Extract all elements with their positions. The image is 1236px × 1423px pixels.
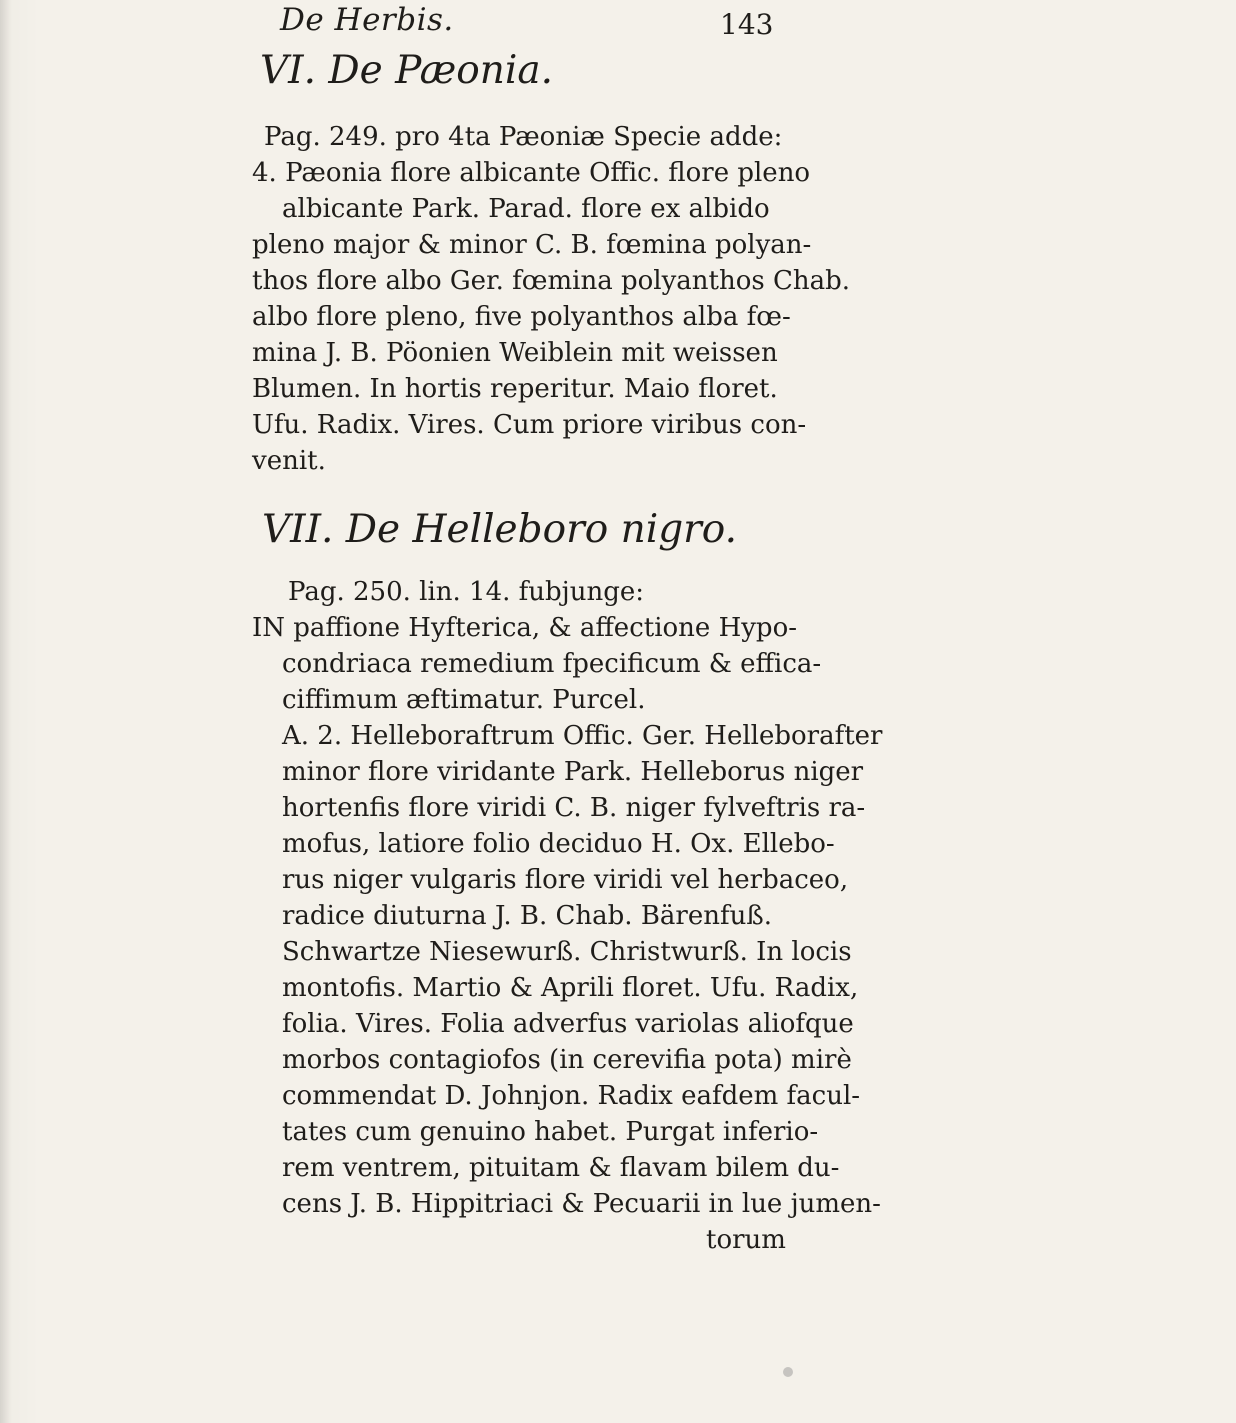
section-line: 4. Pæonia flore albicante Offic. flore pleno [252, 158, 811, 188]
section-line: Blumen. In hortis reperitur. Maio floret. [252, 374, 778, 404]
section-line: commendat D. Johnjon. Radix eafdem facul- [282, 1081, 861, 1111]
section-line: condriaca remedium fpecificum & effica- [282, 649, 822, 679]
section-title-paeonia: VI. De Pæonia. [260, 48, 553, 93]
section-line: hortenfis flore viridi C. B. niger fylveftris ra- [282, 793, 866, 823]
section-line: pleno major & minor C. B. fœmina polyan- [252, 230, 812, 260]
section-line: albicante Park. Parad. flore ex albido [282, 194, 770, 224]
paper-speck [783, 1367, 793, 1377]
running-head: De Herbis. [280, 2, 454, 38]
section-line: thos flore albo Ger. fœmina polyanthos Chab. [252, 266, 851, 296]
section-line: IN paffione Hyfterica, & affectione Hypo- [252, 613, 798, 643]
page-fold-shadow [0, 0, 12, 1423]
section-line: venit. [252, 446, 326, 476]
section-line: mofus, latiore folio deciduo H. Ox. Ellebo- [282, 829, 835, 859]
section-line: ciffimum æftimatur. Purcel. [282, 685, 646, 715]
section-line: tates cum genuino habet. Purgat inferio- [282, 1117, 819, 1147]
section-line: Schwartze Niesewurß. Christwurß. In locis [282, 937, 852, 967]
section-line: Pag. 249. pro 4ta Pæoniæ Specie adde: [264, 122, 783, 152]
section-line: mina J. B. Pöonien Weiblein mit weissen [252, 338, 778, 368]
section-title-helleboro: VII. De Helleboro nigro. [262, 507, 737, 552]
section-line: minor flore viridante Park. Helleborus niger [282, 757, 864, 787]
section-line: torum [706, 1225, 786, 1255]
section-line: Ufu. Radix. Vires. Cum priore viribus con- [252, 410, 807, 440]
section-line: rem ventrem, pituitam & flavam bilem du- [282, 1153, 840, 1183]
section-line: albo flore pleno, five polyanthos alba fœ- [252, 302, 791, 332]
section-line: Pag. 250. lin. 14. fubjunge: [288, 577, 645, 607]
section-line: rus niger vulgaris flore viridi vel herbaceo, [282, 865, 849, 895]
section-line: A. 2. Helleboraftrum Offic. Ger. Helleborafter [282, 721, 883, 751]
section-line: morbos contagiofos (in cerevifia pota) mirè [282, 1045, 852, 1075]
section-line: cens J. B. Hippitriaci & Pecuarii in lue jumen- [282, 1189, 881, 1219]
section-line: folia. Vires. Folia adverfus variolas aliofque [282, 1009, 854, 1039]
section-line: radice diuturna J. B. Chab. Bärenfuß. [282, 901, 772, 931]
page-number: 143 [720, 8, 774, 41]
section-line: montofis. Martio & Aprili floret. Ufu. Radix, [282, 973, 859, 1003]
